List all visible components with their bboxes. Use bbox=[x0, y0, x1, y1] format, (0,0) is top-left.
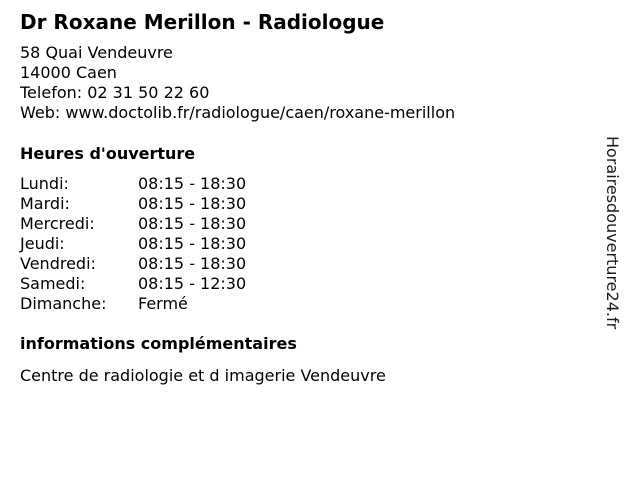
address-block bbox=[20, 43, 455, 123]
time-value: 08:15 - 18:30 bbox=[138, 254, 247, 273]
day-label: Lundi: bbox=[20, 174, 69, 193]
opening-hours-table bbox=[20, 174, 246, 314]
website-link: Web: www.doctolib.fr/radiologue/caen/roxane-merillon bbox=[20, 103, 456, 122]
page-title: Dr Roxane Merillon - Radiologue bbox=[20, 10, 385, 34]
hours-row-monday bbox=[20, 174, 246, 194]
hours-row-sunday bbox=[20, 294, 246, 314]
street-address: 58 Quai Vendeuvre bbox=[20, 43, 173, 62]
hours-row-tuesday bbox=[20, 194, 246, 214]
day-label: Mardi: bbox=[20, 194, 70, 213]
time-value: 08:15 - 18:30 bbox=[138, 214, 247, 233]
day-label: Jeudi: bbox=[20, 234, 65, 253]
additional-info-heading: informations complémentaires bbox=[20, 334, 297, 353]
time-value: 08:15 - 18:30 bbox=[138, 194, 247, 213]
day-label: Mercredi: bbox=[20, 214, 95, 233]
time-value: 08:15 - 18:30 bbox=[138, 174, 247, 193]
time-value: 08:15 - 18:30 bbox=[138, 234, 247, 253]
site-watermark: Horairesdouverture24.fr bbox=[603, 136, 622, 330]
city-postcode: 14000 Caen bbox=[20, 63, 117, 82]
day-label: Samedi: bbox=[20, 274, 86, 293]
time-value: 08:15 - 12:30 bbox=[138, 274, 247, 293]
additional-info-text: Centre de radiologie et d imagerie Vendeuvre bbox=[20, 366, 386, 385]
hours-row-friday bbox=[20, 254, 246, 274]
day-label: Dimanche: bbox=[20, 294, 107, 313]
opening-hours-heading: Heures d'ouverture bbox=[20, 144, 196, 163]
phone-number: Telefon: 02 31 50 22 60 bbox=[20, 83, 210, 102]
day-label: Vendredi: bbox=[20, 254, 96, 273]
hours-row-saturday bbox=[20, 274, 246, 294]
time-value: Fermé bbox=[138, 294, 188, 313]
hours-row-thursday bbox=[20, 234, 246, 254]
hours-row-wednesday bbox=[20, 214, 246, 234]
